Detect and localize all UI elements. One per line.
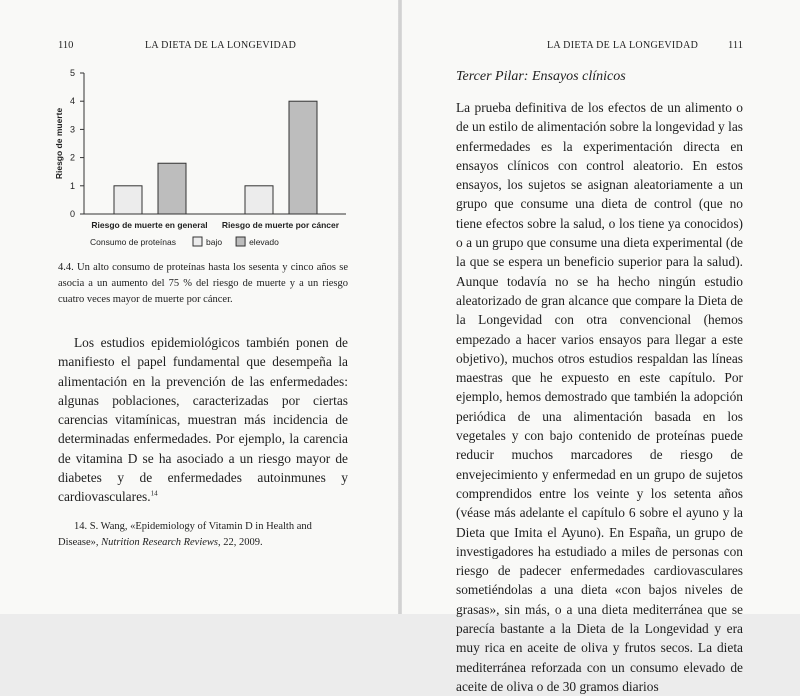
legend-title: Consumo de proteínas [90, 237, 176, 247]
y-tick-label: 0 [69, 209, 75, 219]
y-tick-label: 4 [69, 96, 75, 107]
footnote-journal: Nutrition Research Reviews [101, 536, 218, 548]
footnote [58, 519, 348, 550]
footnote-text: 14. S. Wang, «Epidemiology of Vitamin D in Health and Disease», [58, 521, 312, 548]
x-category-label: Riesgo de muerte por cáncer [221, 220, 340, 230]
page-number: 111 [728, 40, 743, 51]
x-category-label: Riesgo de muerte en general [91, 220, 208, 230]
figure-caption: 4.4. Un alto consumo de proteínas hasta los sesenta y cinco años se asocia a un aumento del 75 % del riesgo de muerte y a un riesgo cuatro veces mayor de muerte por cáncer. [58, 262, 348, 305]
legend-label-elevado: elevado [249, 237, 279, 247]
bar-elevado [289, 101, 317, 214]
y-tick-label: 2 [69, 152, 75, 163]
bar-bajo [245, 186, 273, 214]
body-paragraph [58, 333, 348, 507]
book-gutter [398, 0, 402, 614]
bar-bajo [114, 186, 142, 214]
y-tick-label: 1 [69, 180, 75, 191]
footnote-end: , 22, 2009. [218, 536, 263, 548]
legend-label-bajo: bajo [206, 237, 223, 247]
legend-swatch-bajo [193, 237, 202, 246]
body-text: Los estudios epidemiológicos también ponen de manifiesto el papel fundamental que desempeña la alimentación en la prevención de las enfermedades: algunas poblaciones, caracterizadas por ciertas carencias vitamínicas, muestran más incidencia de determinadas enfermedades. Por ejemplo, la carencia de vitamina D se ha asociado a un riesgo mayor de diabetes y de enfermedades autoinmunes y cardiovasculares. [58, 335, 348, 505]
legend-swatch-elevado [236, 237, 245, 246]
bar-chart [50, 62, 350, 252]
y-tick-label: 3 [69, 124, 75, 135]
page-number: 110 [58, 40, 74, 51]
body-paragraph: La prueba definitiva de los efectos de un alimento o de un estilo de alimentación sobre la longevidad y las enfermedades es la experimentación directa en ensayos clínicos con control aleatorio. En estos ensayos, los sujetos se asignan aleatoriamente a un grupo que consume una dieta de control (que no tiene efectos sobre la salud, o los tiene ya conocidos) o a un grupo que consume una dieta experimental (de la que se espera un beneficio superior para la salud). Aunque todavía no se ha hecho ningún estudio aleatorizado de gran alcance que compare la Dieta de la Longevidad con otra convencional (hemos empezado a hacer varios ensayos para llegar a este objetivo), muchos otros estudios respaldan las líneas maestras que he expuesto en este capítulo. Por ejemplo, hemos demostrado que también la adopción periódica de una alimentación basada en los vegetales y con bajo contenido de proteínas puede reducir muchos marcadores de riesgo de envejecimiento y enfermedad en un grupo de sujetos comprendidos entre los veinte y los setenta años (véase más adelante el capítulo 6 sobre el ayuno y la Dieta que Imita el Ayuno). En España, un grupo de investigadores ha estudiado a miles de personas con riesgo de padecer enfermedades cardiovasculares sometiéndolas a una dieta «con bajos niveles de grasas», sin más, o a una dieta mediterránea que se parecía bastante a la Dieta de la Longevidad y era muy rica en aceite de oliva y frutos secos. La dieta mediterránea reforzada con un consumo elevado de aceite de oliva o de 30 gramos diarios [456, 100, 743, 694]
y-axis-title: Riesgo de muerte [54, 107, 64, 180]
footnote-ref: 14 [150, 489, 158, 498]
left-page [0, 0, 400, 614]
section-title: Tercer Pilar: Ensayos clínicos [456, 69, 626, 84]
y-tick-label: 5 [69, 68, 75, 78]
running-head: LA DIETA DE LA LONGEVIDAD [145, 40, 297, 51]
bar-elevado [158, 163, 186, 214]
running-head: LA DIETA DE LA LONGEVIDAD [547, 40, 699, 51]
